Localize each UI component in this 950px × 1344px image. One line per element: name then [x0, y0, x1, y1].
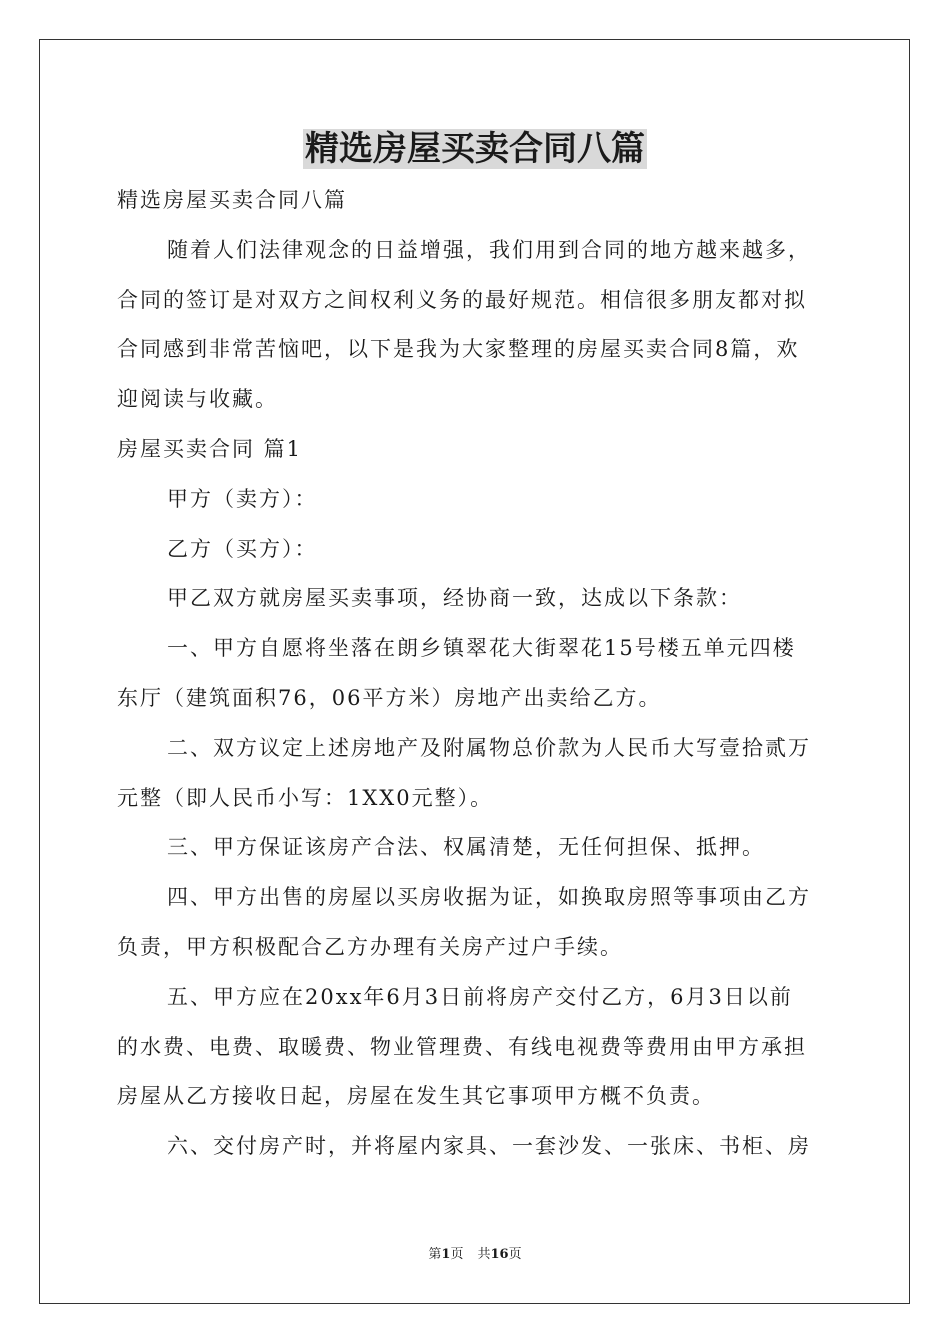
text-line: 甲方（卖方）：	[167, 486, 318, 511]
text-line: 二、双方议定上述房地产及附属物总价款为人民币大写壹拾贰万	[167, 735, 811, 760]
text-line: 迎阅读与收藏。	[117, 387, 278, 412]
text-line: 六、交付房产时，并将屋内家具、一套沙发、一张床、书柜、房	[167, 1134, 811, 1159]
footer-total-pages: 16	[490, 1247, 509, 1262]
page-footer	[0, 1245, 950, 1265]
text-line: 元整（即人民币小写：1XX0元整）。	[117, 785, 494, 810]
document-title-text: 精选房屋买卖合同八篇	[305, 129, 645, 169]
text-line: 负责，甲方积极配合乙方办理有关房产过户手续。	[117, 934, 623, 959]
text-line: 四、甲方出售的房屋以买房收据为证，如换取房照等事项由乙方	[167, 885, 811, 910]
document-body	[117, 176, 833, 1172]
text-line: 东厅（建筑面积76，06平方米）房地产出卖给乙方。	[117, 685, 662, 710]
footer-page-number: 1	[441, 1247, 451, 1262]
footer-page-suffix: 页	[450, 1247, 464, 1262]
document-title	[0, 124, 950, 174]
text-line: 一、甲方自愿将坐落在朗乡镇翠花大街翠花15号楼五单元四楼	[167, 636, 796, 661]
text-line: 随着人们法律观念的日益增强，我们用到合同的地方越来越多，	[167, 237, 811, 262]
text-line: 精选房屋买卖合同八篇	[117, 188, 347, 212]
text-line: 五、甲方应在20xx年6月3日前将房产交付乙方，6月3日以前	[167, 984, 793, 1009]
text-line: 三、甲方保证该房产合法、权属清楚，无任何担保、抵押。	[167, 835, 765, 860]
text-line: 的水费、电费、取暖费、物业管理费、有线电视费等费用由甲方承担	[117, 1034, 807, 1059]
text-line: 乙方（买方）：	[167, 536, 318, 561]
text-line: 房屋买卖合同 篇1	[117, 436, 303, 461]
text-line: 合同的签订是对双方之间权利义务的最好规范。相信很多朋友都对拟	[117, 287, 807, 312]
footer-total-prefix: 共	[477, 1247, 491, 1262]
text-line: 甲乙双方就房屋买卖事项，经协商一致，达成以下条款：	[167, 586, 742, 611]
text-line: 房屋从乙方接收日起，房屋在发生其它事项甲方概不负责。	[117, 1084, 715, 1109]
footer-page-prefix: 第	[428, 1247, 442, 1262]
text-line: 合同感到非常苦恼吧，以下是我为大家整理的房屋买卖合同8篇，欢	[117, 337, 800, 362]
footer-total-suffix: 页	[508, 1247, 522, 1262]
